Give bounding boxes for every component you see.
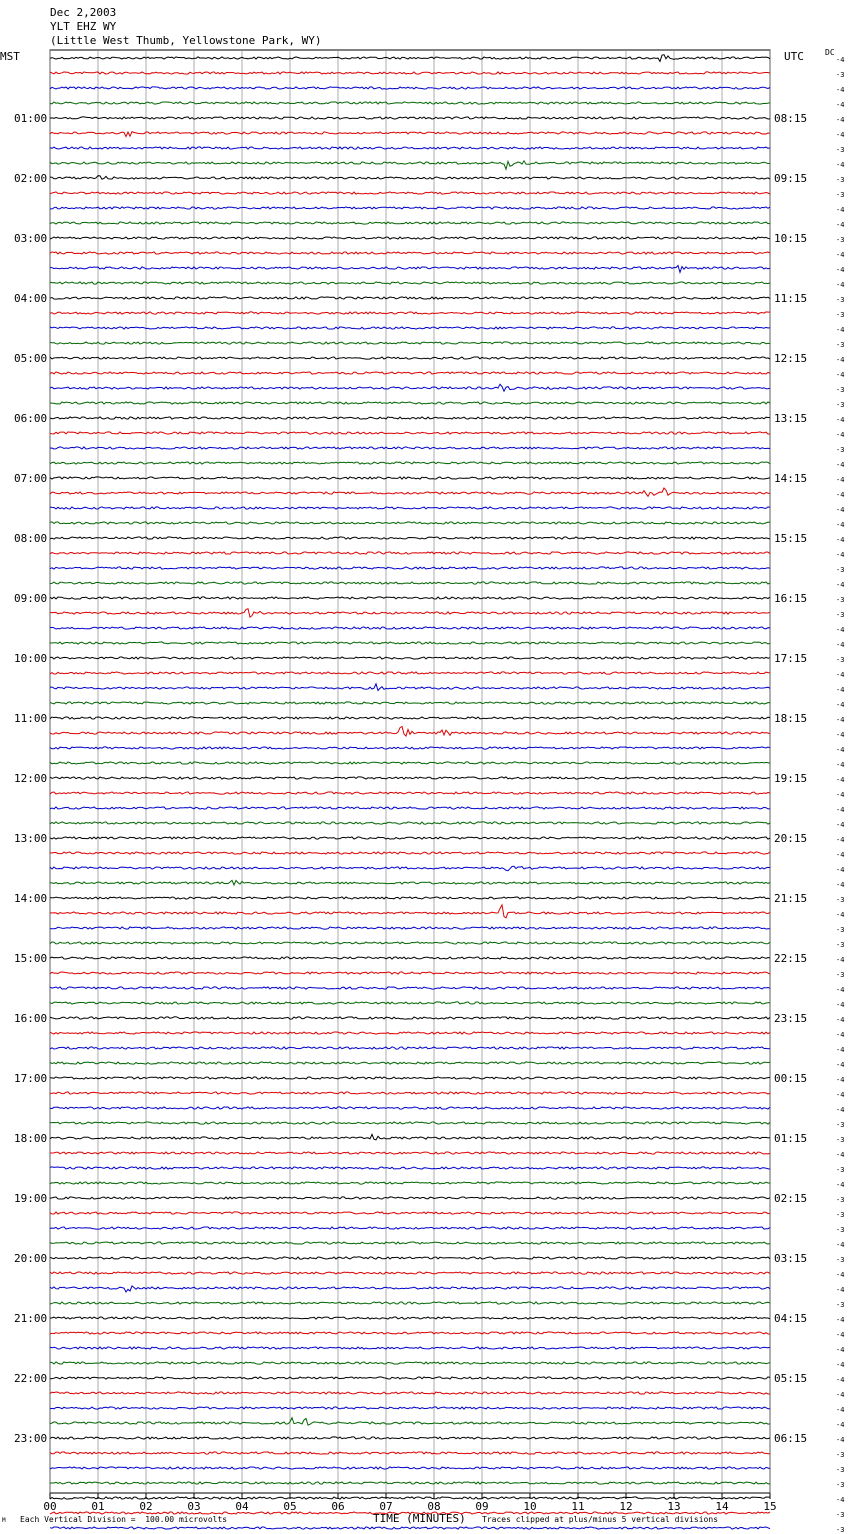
- right-hour-label: 19:15: [774, 772, 808, 785]
- dc-offset-label: -4: [836, 821, 845, 829]
- dc-offset-label: -4: [836, 1316, 845, 1324]
- x-tick-label: 03: [187, 1500, 201, 1513]
- trace-row: [50, 792, 770, 794]
- dc-offset-label: -4: [836, 716, 845, 724]
- dc-offset-label: -4: [836, 851, 845, 859]
- dc-offset-label: -4: [836, 956, 845, 964]
- trace-row: [50, 1122, 770, 1124]
- trace-row: [50, 957, 770, 959]
- trace-row: [50, 1152, 770, 1154]
- trace-row: [50, 1347, 770, 1349]
- dc-offset-label: -4: [836, 1376, 845, 1384]
- trace-row: [50, 1242, 770, 1244]
- trace-row: [50, 176, 770, 180]
- dc-offset-label: -4: [836, 1151, 845, 1159]
- trace-row: [50, 372, 770, 374]
- x-tick-label: 12: [619, 1500, 633, 1513]
- dc-offset-label: -4: [836, 1076, 845, 1084]
- dc-offset-label: -4: [836, 1061, 845, 1069]
- dc-offset-label: -4: [836, 491, 845, 499]
- trace-row: [50, 488, 770, 496]
- left-hour-label: 09:00: [14, 592, 48, 605]
- trace-row: [50, 1332, 770, 1334]
- dc-offset-label: -4: [836, 791, 845, 799]
- dc-offset-label: -3: [836, 1211, 845, 1219]
- dc-offset-label: -4: [836, 536, 845, 544]
- dc-offset-label: -3: [836, 176, 845, 184]
- dc-offset-label: -4: [836, 1436, 845, 1444]
- dc-offset-label: -4: [836, 1391, 845, 1399]
- dc-offset-label: -3: [836, 446, 845, 454]
- left-hour-label: 01:00: [14, 112, 48, 125]
- trace-row: [50, 1167, 770, 1169]
- trace-row: [50, 192, 770, 194]
- trace-row: [50, 1212, 770, 1214]
- dc-offset-label: -3: [836, 1166, 845, 1174]
- trace-row: [50, 807, 770, 809]
- dc-offset-label: -4: [836, 1241, 845, 1249]
- dc-offset-label: -3: [836, 611, 845, 619]
- trace-row: [50, 1437, 770, 1439]
- scale-note: Each Vertical Division = 100.00 microvolts: [20, 1515, 228, 1524]
- left-hour-label: 11:00: [14, 712, 48, 725]
- trace-row: [50, 132, 770, 137]
- trace-row: [50, 762, 770, 764]
- trace-row: [50, 1002, 770, 1004]
- trace-row: [50, 282, 770, 284]
- dc-offset-label: -4: [836, 101, 845, 109]
- dc-offset-label: -3: [836, 1121, 845, 1129]
- trace-row: [50, 1467, 770, 1469]
- corner-mark: M: [2, 1517, 6, 1524]
- dc-offset-label: -4: [836, 1421, 845, 1429]
- right-hour-label: 05:15: [774, 1372, 808, 1385]
- dc-offset-label: -3: [836, 71, 845, 79]
- x-tick-label: 15: [763, 1500, 777, 1513]
- dc-offset-label: -4: [836, 986, 845, 994]
- trace-row: [50, 161, 770, 169]
- dc-offset-label: -4: [836, 1331, 845, 1339]
- trace-row: [50, 822, 770, 824]
- dc-offset-label: -4: [836, 251, 845, 259]
- dc-offset-label: -3: [836, 971, 845, 979]
- trace-row: [50, 1017, 770, 1019]
- right-hour-label: 11:15: [774, 292, 808, 305]
- trace-row: [50, 1257, 770, 1259]
- left-hour-label: 04:00: [14, 292, 48, 305]
- x-tick-label: 00: [43, 1500, 57, 1513]
- left-hour-label: 16:00: [14, 1012, 48, 1025]
- dc-offset-label: -3: [836, 941, 845, 949]
- trace-row: [50, 717, 770, 719]
- right-hour-label: 01:15: [774, 1132, 808, 1145]
- dc-offset-label: -4: [836, 746, 845, 754]
- right-hour-label: 04:15: [774, 1312, 808, 1325]
- trace-row: [50, 432, 770, 434]
- trace-row: [50, 1407, 770, 1409]
- x-axis-title: TIME (MINUTES): [373, 1512, 466, 1525]
- dc-offset-label: -4: [836, 776, 845, 784]
- dc-offset-label: -4: [836, 1406, 845, 1414]
- trace-row: [50, 1047, 770, 1049]
- trace-row: [50, 702, 770, 704]
- trace-row: [50, 1197, 770, 1199]
- trace-row: [50, 1077, 770, 1079]
- dc-offset-label: -3: [836, 146, 845, 154]
- dc-offset-label: -4: [836, 1016, 845, 1024]
- trace-row: [50, 672, 770, 674]
- dc-offset-label: -3: [836, 296, 845, 304]
- trace-row: [50, 777, 770, 779]
- dc-offset-label: -4: [836, 1271, 845, 1279]
- trace-row: [50, 55, 770, 62]
- dc-offset-label: -3: [836, 341, 845, 349]
- trace-row: [50, 1272, 770, 1274]
- trace-row: [50, 87, 770, 89]
- dc-offset-label: -4: [836, 326, 845, 334]
- dc-offset-label: -4: [836, 641, 845, 649]
- right-hour-label: 02:15: [774, 1192, 808, 1205]
- left-hour-label: 15:00: [14, 952, 48, 965]
- right-hour-label: 06:15: [774, 1432, 808, 1445]
- dc-offset-label: -4: [836, 56, 845, 64]
- trace-row: [50, 627, 770, 629]
- trace-row: [50, 507, 770, 509]
- trace-row: [50, 147, 770, 149]
- trace-row: [50, 1286, 770, 1292]
- trace-row: [50, 852, 770, 854]
- trace-row: [50, 837, 770, 839]
- dc-offset-label: -4: [836, 431, 845, 439]
- x-tick-label: 08: [427, 1500, 441, 1513]
- right-hour-label: 03:15: [774, 1252, 808, 1265]
- x-tick-label: 04: [235, 1500, 249, 1513]
- trace-row: [50, 727, 770, 737]
- trace-row: [50, 1482, 770, 1484]
- dc-offset-label: -3: [836, 656, 845, 664]
- plot-date: Dec 2,2003: [50, 6, 117, 19]
- dc-offset-label: -3: [836, 1511, 845, 1519]
- trace-row: [50, 1062, 770, 1064]
- left-hour-label: 06:00: [14, 412, 48, 425]
- trace-row: [50, 1092, 770, 1094]
- trace-row: [50, 252, 770, 254]
- right-hour-label: 16:15: [774, 592, 808, 605]
- trace-row: [50, 642, 770, 644]
- trace-row: [50, 342, 770, 344]
- right-hour-label: 12:15: [774, 352, 808, 365]
- dc-offset-label: -4: [836, 206, 845, 214]
- dc-offset-label: -3: [836, 1301, 845, 1309]
- trace-row: [50, 1418, 770, 1425]
- trace-row: [50, 462, 770, 464]
- dc-offset-label: -4: [836, 521, 845, 529]
- trace-row: [50, 927, 770, 929]
- dc-offset-label: -4: [836, 1031, 845, 1039]
- left-hour-label: 03:00: [14, 232, 48, 245]
- trace-row: [50, 552, 770, 554]
- dc-offset-label: -3: [836, 1481, 845, 1489]
- dc-offset-label: -4: [836, 86, 845, 94]
- right-hour-label: 13:15: [774, 412, 808, 425]
- trace-row: [50, 222, 770, 224]
- left-hour-label: 07:00: [14, 472, 48, 485]
- left-hour-label: 17:00: [14, 1072, 48, 1085]
- x-tick-label: 11: [571, 1500, 585, 1513]
- trace-row: [50, 1392, 770, 1394]
- left-hour-label: 20:00: [14, 1252, 48, 1265]
- trace-row: [50, 747, 770, 749]
- dc-offset-label: -3: [836, 1451, 845, 1459]
- dc-offset-label: -4: [836, 1286, 845, 1294]
- trace-row: [50, 312, 770, 314]
- dc-offset-label: -4: [836, 476, 845, 484]
- right-timezone-label: UTC: [784, 50, 804, 63]
- dc-offset-label: -4: [836, 506, 845, 514]
- dc-offset-label: -4: [836, 881, 845, 889]
- station-name: YLT EHZ WY: [50, 20, 117, 33]
- dc-offset-label: -4: [836, 701, 845, 709]
- dc-offset-label: -3: [836, 1226, 845, 1234]
- dc-offset-label: -3: [836, 896, 845, 904]
- trace-row: [50, 1182, 770, 1184]
- dc-offset-label: -4: [836, 371, 845, 379]
- left-hour-label: 13:00: [14, 832, 48, 845]
- left-hour-label: 10:00: [14, 652, 48, 665]
- right-hour-label: 15:15: [774, 532, 808, 545]
- dc-offset-label: -3: [836, 191, 845, 199]
- dc-offset-label: -4: [836, 416, 845, 424]
- dc-offset-label: -4: [836, 866, 845, 874]
- x-tick-label: 09: [475, 1500, 489, 1513]
- trace-row: [50, 207, 770, 209]
- dc-offset-label: -4: [836, 761, 845, 769]
- trace-row: [50, 1317, 770, 1319]
- dc-offset-label: -3: [836, 1136, 845, 1144]
- trace-row: [50, 537, 770, 539]
- trace-row: [50, 972, 770, 974]
- trace-row: [50, 597, 770, 599]
- dc-offset-label: -4: [836, 1091, 845, 1099]
- dc-offset-label: -3: [836, 1256, 845, 1264]
- trace-row: [50, 1134, 770, 1140]
- dc-offset-label: -4: [836, 806, 845, 814]
- dc-offset-label: -4: [836, 1001, 845, 1009]
- trace-row: [50, 297, 770, 299]
- left-hour-label: 08:00: [14, 532, 48, 545]
- dc-offset-label: -4: [836, 1496, 845, 1504]
- dc-offset-label: -4: [836, 581, 845, 589]
- dc-offset-label: -3: [836, 386, 845, 394]
- dc-offset-label: -4: [836, 116, 845, 124]
- dc-offset-label: -4: [836, 461, 845, 469]
- trace-row: [50, 1377, 770, 1379]
- trace-row: [50, 1527, 770, 1529]
- x-tick-label: 02: [139, 1500, 153, 1513]
- left-hour-label: 19:00: [14, 1192, 48, 1205]
- trace-row: [50, 1362, 770, 1364]
- right-hour-label: 14:15: [774, 472, 808, 485]
- dc-offset-label: -4: [836, 911, 845, 919]
- dc-offset-label: -4: [836, 1346, 845, 1354]
- dc-offset-label: -3: [836, 566, 845, 574]
- trace-row: [50, 72, 770, 74]
- trace-row: [50, 1227, 770, 1229]
- plot-frame: [50, 50, 770, 1493]
- trace-row: [50, 266, 770, 273]
- trace-row: [50, 102, 770, 104]
- dc-offset-label: -3: [836, 1466, 845, 1474]
- trace-row: [50, 117, 770, 119]
- left-hour-label: 05:00: [14, 352, 48, 365]
- x-tick-label: 06: [331, 1500, 345, 1513]
- right-hour-label: 09:15: [774, 172, 808, 185]
- dc-offset-label: -4: [836, 281, 845, 289]
- x-tick-label: 14: [715, 1500, 729, 1513]
- right-hour-label: 18:15: [774, 712, 808, 725]
- dc-offset-label: -4: [836, 1181, 845, 1189]
- trace-row: [50, 582, 770, 584]
- x-tick-label: 05: [283, 1500, 297, 1513]
- trace-row: [50, 1107, 770, 1109]
- right-hour-label: 00:15: [774, 1072, 808, 1085]
- dc-offset-label: -4: [836, 671, 845, 679]
- dc-offset-label: -4: [836, 836, 845, 844]
- station-location: (Little West Thumb, Yellowstone Park, WY): [50, 34, 322, 47]
- clip-note: Traces clipped at plus/minus 5 vertical divisions: [482, 1515, 719, 1524]
- trace-row: [50, 417, 770, 419]
- dc-offset-label: -3: [836, 236, 845, 244]
- trace-row: [50, 1302, 770, 1304]
- left-timezone-label: MST: [0, 50, 20, 63]
- trace-row: [50, 237, 770, 239]
- trace-row: [50, 897, 770, 899]
- trace-row: [50, 942, 770, 944]
- trace-row: [50, 905, 770, 918]
- dc-label: DC: [825, 48, 835, 57]
- dc-offset-label: -4: [836, 1361, 845, 1369]
- right-hour-label: 20:15: [774, 832, 808, 845]
- dc-offset-label: -4: [836, 161, 845, 169]
- dc-offset-label: -4: [836, 131, 845, 139]
- left-hour-label: 12:00: [14, 772, 48, 785]
- x-tick-label: 01: [91, 1500, 105, 1513]
- left-hour-label: 02:00: [14, 172, 48, 185]
- trace-row: [50, 657, 770, 659]
- x-tick-label: 13: [667, 1500, 681, 1513]
- trace-row: [50, 1497, 770, 1499]
- dc-offset-label: -4: [836, 221, 845, 229]
- dc-offset-label: -4: [836, 551, 845, 559]
- trace-row: [50, 357, 770, 359]
- x-tick-label: 10: [523, 1500, 537, 1513]
- trace-row: [50, 609, 770, 617]
- dc-offset-label: -4: [836, 266, 845, 274]
- trace-row: [50, 477, 770, 479]
- dc-offset-label: -4: [836, 686, 845, 694]
- dc-offset-label: -3: [836, 1526, 845, 1534]
- left-hour-label: 22:00: [14, 1372, 48, 1385]
- trace-row: [50, 522, 770, 524]
- dc-offset-label: -3: [836, 401, 845, 409]
- trace-row: [50, 1452, 770, 1454]
- right-hour-label: 22:15: [774, 952, 808, 965]
- dc-offset-label: -3: [836, 311, 845, 319]
- dc-offset-label: -3: [836, 926, 845, 934]
- trace-row: [50, 384, 770, 391]
- dc-offset-label: -4: [836, 1046, 845, 1054]
- x-tick-label: 07: [379, 1500, 393, 1513]
- dc-offset-label: -4: [836, 731, 845, 739]
- left-hour-label: 14:00: [14, 892, 48, 905]
- dc-offset-label: -4: [836, 626, 845, 634]
- trace-row: [50, 866, 770, 870]
- dc-offset-label: -4: [836, 1106, 845, 1114]
- trace-row: [50, 402, 770, 404]
- trace-row: [50, 880, 770, 885]
- trace-row: [50, 684, 770, 691]
- trace-row: [50, 447, 770, 449]
- left-hour-label: 21:00: [14, 1312, 48, 1325]
- trace-row: [50, 987, 770, 989]
- right-hour-label: 21:15: [774, 892, 808, 905]
- left-hour-label: 18:00: [14, 1132, 48, 1145]
- trace-row: [50, 1032, 770, 1034]
- dc-offset-label: -4: [836, 356, 845, 364]
- right-hour-label: 17:15: [774, 652, 808, 665]
- dc-offset-label: -3: [836, 596, 845, 604]
- left-hour-label: 23:00: [14, 1432, 48, 1445]
- trace-row: [50, 567, 770, 569]
- right-hour-label: 08:15: [774, 112, 808, 125]
- right-hour-label: 23:15: [774, 1012, 808, 1025]
- trace-row: [50, 327, 770, 329]
- right-hour-label: 10:15: [774, 232, 808, 245]
- dc-offset-label: -3: [836, 1196, 845, 1204]
